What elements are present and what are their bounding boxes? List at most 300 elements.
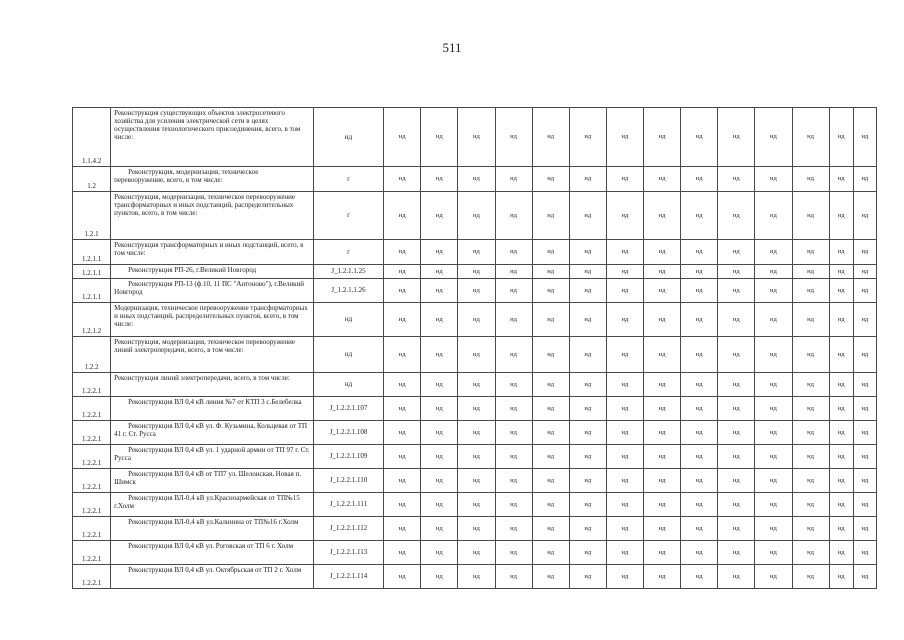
value-cell: нд — [853, 303, 876, 337]
value-cell: нд — [829, 192, 853, 240]
value-cell: нд — [792, 303, 829, 337]
value-cell: нд — [384, 493, 421, 517]
row-identifier: нд — [313, 337, 383, 373]
value-cell: нд — [755, 240, 792, 265]
value-cell: нд — [755, 192, 792, 240]
value-cell: нд — [829, 337, 853, 373]
value-cell: нд — [606, 240, 643, 265]
value-cell: нд — [829, 397, 853, 421]
value-cell: нд — [458, 541, 495, 565]
value-cell: нд — [384, 265, 421, 279]
value-cell: нд — [569, 445, 606, 469]
value-cell: нд — [829, 303, 853, 337]
value-cell: нд — [644, 265, 681, 279]
value-cell: нд — [569, 565, 606, 589]
value-cell: нд — [792, 279, 829, 303]
value-cell: нд — [755, 397, 792, 421]
value-cell: нд — [458, 421, 495, 445]
value-cell: нд — [569, 421, 606, 445]
row-name: Реконструкция ВЛ-0,4 кВ ул.Красноармейская от ТП№15 г.Холм — [111, 493, 314, 517]
value-cell: нд — [495, 373, 532, 397]
investment-program-table — [72, 107, 877, 589]
value-cell: нд — [829, 279, 853, 303]
table-row — [73, 469, 877, 493]
value-cell: нд — [644, 192, 681, 240]
value-cell: нд — [755, 469, 792, 493]
row-name: Реконструкция ВЛ 0,4 кВ ул. Роговская от ТП 6 г. Холм — [111, 541, 314, 565]
value-cell: нд — [792, 373, 829, 397]
value-cell: нд — [606, 108, 643, 167]
row-name: Реконструкция ВЛ 0,4 кВ ул. 1 ударной армии от ТП 97 г. Ст. Русса — [111, 445, 314, 469]
value-cell: нд — [644, 108, 681, 167]
value-cell: нд — [606, 167, 643, 192]
value-cell: нд — [495, 303, 532, 337]
row-identifier: нд — [313, 373, 383, 397]
value-cell: нд — [421, 303, 458, 337]
value-cell: нд — [853, 279, 876, 303]
value-cell: нд — [569, 108, 606, 167]
value-cell: нд — [384, 279, 421, 303]
value-cell: нд — [755, 517, 792, 541]
value-cell: нд — [606, 565, 643, 589]
value-cell: нд — [532, 108, 569, 167]
value-cell: нд — [458, 192, 495, 240]
value-cell: нд — [569, 240, 606, 265]
row-code: 1.2.2.1 — [73, 517, 111, 541]
value-cell: нд — [495, 565, 532, 589]
value-cell: нд — [384, 517, 421, 541]
value-cell: нд — [681, 445, 718, 469]
value-cell: нд — [421, 469, 458, 493]
value-cell: нд — [829, 167, 853, 192]
value-cell: нд — [829, 469, 853, 493]
value-cell: нд — [532, 373, 569, 397]
value-cell: нд — [755, 541, 792, 565]
row-name: Реконструкция существующих объектов электросетевого хозяйства для усиления электрической сети в целях осуществления технологического присоединения, всего, в том числе: — [111, 108, 314, 167]
value-cell: нд — [792, 565, 829, 589]
row-code: 1.2.2.1 — [73, 469, 111, 493]
value-cell: нд — [569, 167, 606, 192]
value-cell: нд — [569, 265, 606, 279]
value-cell: нд — [384, 397, 421, 421]
value-cell: нд — [606, 192, 643, 240]
value-cell: нд — [495, 279, 532, 303]
value-cell: нд — [569, 397, 606, 421]
value-cell: нд — [755, 445, 792, 469]
value-cell: нд — [495, 445, 532, 469]
value-cell: нд — [384, 469, 421, 493]
value-cell: нд — [458, 240, 495, 265]
value-cell: нд — [853, 565, 876, 589]
value-cell: нд — [644, 541, 681, 565]
row-name: Реконструкция ВЛ 0,4 кВ от ТП7 ул. Шелонская, Новая п. Шимск — [111, 469, 314, 493]
value-cell: нд — [384, 373, 421, 397]
page-number: 511 — [442, 40, 462, 55]
value-cell: нд — [384, 541, 421, 565]
value-cell: нд — [569, 192, 606, 240]
row-name: Модернизация, техническое перевооружение трансформаторных и иных подстанций, распределительных пунктов, всего, в том числе: — [111, 303, 314, 337]
value-cell: нд — [606, 265, 643, 279]
value-cell: нд — [853, 541, 876, 565]
value-cell: нд — [532, 541, 569, 565]
value-cell: нд — [681, 517, 718, 541]
value-cell: нд — [421, 279, 458, 303]
value-cell: нд — [755, 373, 792, 397]
value-cell: нд — [718, 445, 755, 469]
value-cell: нд — [569, 469, 606, 493]
value-cell: нд — [644, 421, 681, 445]
value-cell: нд — [495, 265, 532, 279]
row-identifier: J_1.2.2.1.111 — [313, 493, 383, 517]
value-cell: нд — [644, 445, 681, 469]
row-name: Реконструкция РП-13 (ф.10, 11 ПС "Антоново"), г.Великий Новгород — [111, 279, 314, 303]
value-cell: нд — [829, 565, 853, 589]
value-cell: нд — [644, 517, 681, 541]
row-identifier: J_1.2.2.1.113 — [313, 541, 383, 565]
value-cell: нд — [495, 541, 532, 565]
value-cell: нд — [532, 517, 569, 541]
row-identifier: г — [313, 192, 383, 240]
value-cell: нд — [681, 192, 718, 240]
value-cell: нд — [532, 421, 569, 445]
value-cell: нд — [829, 421, 853, 445]
value-cell: нд — [421, 397, 458, 421]
table-row — [73, 167, 877, 192]
value-cell: нд — [792, 421, 829, 445]
value-cell: нд — [681, 240, 718, 265]
table-body — [73, 108, 877, 589]
value-cell: нд — [495, 397, 532, 421]
value-cell: нд — [532, 445, 569, 469]
row-code: 1.2 — [73, 167, 111, 192]
table-row — [73, 265, 877, 279]
row-name: Реконструкция линий электропередачи, всего, в том числе: — [111, 373, 314, 397]
row-name: Реконструкция РП-26, г.Великий Новгород — [111, 265, 314, 279]
value-cell: нд — [644, 373, 681, 397]
table-row — [73, 192, 877, 240]
value-cell: нд — [644, 303, 681, 337]
value-cell: нд — [458, 565, 495, 589]
value-cell: нд — [606, 517, 643, 541]
row-name: Реконструкция, модернизация, техническое перевооружение линий электропередачи, всего, в том числе: — [111, 337, 314, 373]
value-cell: нд — [569, 303, 606, 337]
value-cell: нд — [681, 337, 718, 373]
row-identifier: J_1.2.2.1.107 — [313, 397, 383, 421]
row-code: 1.2.2.1 — [73, 397, 111, 421]
table-row — [73, 517, 877, 541]
value-cell: нд — [532, 337, 569, 373]
value-cell: нд — [681, 469, 718, 493]
value-cell: нд — [606, 421, 643, 445]
row-identifier: J_1.2.2.1.112 — [313, 517, 383, 541]
value-cell: нд — [458, 108, 495, 167]
value-cell: нд — [718, 373, 755, 397]
value-cell: нд — [853, 397, 876, 421]
value-cell: нд — [532, 167, 569, 192]
value-cell: нд — [458, 517, 495, 541]
value-cell: нд — [606, 493, 643, 517]
row-identifier: J_1.2.1.1.26 — [313, 279, 383, 303]
value-cell: нд — [532, 565, 569, 589]
value-cell: нд — [532, 240, 569, 265]
value-cell: нд — [718, 493, 755, 517]
table-row — [73, 397, 877, 421]
value-cell: нд — [495, 337, 532, 373]
value-cell: нд — [421, 445, 458, 469]
value-cell: нд — [853, 517, 876, 541]
row-identifier: J_1.2.1.1.25 — [313, 265, 383, 279]
value-cell: нд — [495, 469, 532, 493]
row-name: Реконструкция ВЛ 0,4 кВ линия №7 от КТП 3 с.Белебелка — [111, 397, 314, 421]
value-cell: нд — [495, 421, 532, 445]
row-name: Реконструкция ВЛ-0,4 кВ ул.Калинина от ТП№16 г.Холм — [111, 517, 314, 541]
value-cell: нд — [755, 303, 792, 337]
value-cell: нд — [458, 303, 495, 337]
value-cell: нд — [718, 279, 755, 303]
table-row — [73, 279, 877, 303]
value-cell: нд — [792, 445, 829, 469]
value-cell: нд — [829, 517, 853, 541]
value-cell: нд — [495, 108, 532, 167]
value-cell: нд — [458, 337, 495, 373]
value-cell: нд — [829, 265, 853, 279]
value-cell: нд — [718, 397, 755, 421]
table-row — [73, 445, 877, 469]
row-identifier: г — [313, 240, 383, 265]
value-cell: нд — [853, 421, 876, 445]
value-cell: нд — [718, 337, 755, 373]
value-cell: нд — [458, 469, 495, 493]
value-cell: нд — [792, 397, 829, 421]
value-cell: нд — [644, 565, 681, 589]
value-cell: нд — [681, 421, 718, 445]
value-cell: нд — [458, 167, 495, 192]
value-cell: нд — [853, 240, 876, 265]
value-cell: нд — [532, 192, 569, 240]
value-cell: нд — [606, 397, 643, 421]
row-identifier: нд — [313, 303, 383, 337]
value-cell: нд — [853, 469, 876, 493]
value-cell: нд — [681, 303, 718, 337]
value-cell: нд — [421, 565, 458, 589]
table-row — [73, 240, 877, 265]
value-cell: нд — [755, 279, 792, 303]
row-code: 1.2.2.1 — [73, 541, 111, 565]
row-code: 1.2.2.1 — [73, 421, 111, 445]
table-row — [73, 541, 877, 565]
row-code: 1.2.1.1 — [73, 279, 111, 303]
value-cell: нд — [718, 469, 755, 493]
value-cell: нд — [495, 240, 532, 265]
value-cell: нд — [755, 421, 792, 445]
value-cell: нд — [644, 397, 681, 421]
row-code: 1.2.1.1 — [73, 265, 111, 279]
value-cell: нд — [606, 337, 643, 373]
value-cell: нд — [421, 265, 458, 279]
value-cell: нд — [421, 421, 458, 445]
row-identifier: J_1.2.2.1.108 — [313, 421, 383, 445]
value-cell: нд — [755, 265, 792, 279]
value-cell: нд — [718, 541, 755, 565]
value-cell: нд — [458, 397, 495, 421]
value-cell: нд — [606, 541, 643, 565]
value-cell: нд — [853, 167, 876, 192]
value-cell: нд — [421, 493, 458, 517]
value-cell: нд — [384, 421, 421, 445]
row-name: Реконструкция трансформаторных и иных подстанций, всего, в том числе: — [111, 240, 314, 265]
value-cell: нд — [421, 541, 458, 565]
value-cell: нд — [495, 517, 532, 541]
value-cell: нд — [421, 517, 458, 541]
value-cell: нд — [829, 240, 853, 265]
value-cell: нд — [421, 192, 458, 240]
value-cell: нд — [569, 373, 606, 397]
value-cell: нд — [644, 493, 681, 517]
row-code: 1.2.1.1 — [73, 240, 111, 265]
value-cell: нд — [829, 373, 853, 397]
table-row — [73, 421, 877, 445]
value-cell: нд — [421, 167, 458, 192]
value-cell: нд — [792, 108, 829, 167]
value-cell: нд — [792, 541, 829, 565]
value-cell: нд — [532, 303, 569, 337]
value-cell: нд — [384, 303, 421, 337]
row-code: 1.2.2.1 — [73, 373, 111, 397]
value-cell: нд — [853, 265, 876, 279]
value-cell: нд — [644, 279, 681, 303]
row-name: Реконструкция, модернизация, техническое перевооружение, всего, в том числе: — [111, 167, 314, 192]
value-cell: нд — [421, 337, 458, 373]
value-cell: нд — [718, 565, 755, 589]
value-cell: нд — [853, 337, 876, 373]
row-name: Реконструкция ВЛ 0,4 кВ ул. Октябрьская от ТП 2 г. Холм — [111, 565, 314, 589]
value-cell: нд — [606, 279, 643, 303]
value-cell: нд — [606, 469, 643, 493]
value-cell: нд — [829, 541, 853, 565]
value-cell: нд — [384, 108, 421, 167]
value-cell: нд — [606, 303, 643, 337]
value-cell: нд — [755, 337, 792, 373]
value-cell: нд — [681, 279, 718, 303]
value-cell: нд — [532, 469, 569, 493]
value-cell: нд — [681, 541, 718, 565]
value-cell: нд — [421, 108, 458, 167]
row-identifier: J_1.2.2.1.110 — [313, 469, 383, 493]
value-cell: нд — [829, 445, 853, 469]
value-cell: нд — [853, 192, 876, 240]
value-cell: нд — [755, 108, 792, 167]
value-cell: нд — [792, 192, 829, 240]
value-cell: нд — [792, 337, 829, 373]
value-cell: нд — [853, 493, 876, 517]
row-name: Реконструкция ВЛ 0,4 кВ ул. Ф. Кузьмина, Кольцевая от ТП 41 г. Ст. Русса — [111, 421, 314, 445]
row-code: 1.2.1 — [73, 192, 111, 240]
value-cell: нд — [755, 565, 792, 589]
value-cell: нд — [495, 167, 532, 192]
value-cell: нд — [681, 373, 718, 397]
value-cell: нд — [718, 265, 755, 279]
value-cell: нд — [853, 445, 876, 469]
value-cell: нд — [458, 265, 495, 279]
row-identifier: J_1.2.2.1.109 — [313, 445, 383, 469]
value-cell: нд — [384, 337, 421, 373]
value-cell: нд — [569, 279, 606, 303]
value-cell: нд — [384, 565, 421, 589]
value-cell: нд — [421, 240, 458, 265]
value-cell: нд — [606, 445, 643, 469]
row-identifier: нд — [313, 108, 383, 167]
value-cell: нд — [569, 337, 606, 373]
value-cell: нд — [458, 445, 495, 469]
value-cell: нд — [384, 445, 421, 469]
value-cell: нд — [384, 167, 421, 192]
value-cell: нд — [458, 373, 495, 397]
value-cell: нд — [718, 303, 755, 337]
table-row — [73, 565, 877, 589]
table-row — [73, 303, 877, 337]
value-cell: нд — [718, 167, 755, 192]
value-cell: нд — [718, 108, 755, 167]
value-cell: нд — [532, 493, 569, 517]
value-cell: нд — [718, 192, 755, 240]
table-row — [73, 373, 877, 397]
value-cell: нд — [792, 240, 829, 265]
value-cell: нд — [421, 373, 458, 397]
value-cell: нд — [606, 373, 643, 397]
value-cell: нд — [681, 565, 718, 589]
table-row — [73, 337, 877, 373]
value-cell: нд — [755, 493, 792, 517]
row-code: 1.1.4.2 — [73, 108, 111, 167]
value-cell: нд — [718, 240, 755, 265]
value-cell: нд — [792, 469, 829, 493]
value-cell: нд — [681, 265, 718, 279]
value-cell: нд — [569, 517, 606, 541]
value-cell: нд — [384, 192, 421, 240]
value-cell: нд — [792, 265, 829, 279]
value-cell: нд — [458, 493, 495, 517]
row-code: 1.2.2.1 — [73, 445, 111, 469]
value-cell: нд — [792, 517, 829, 541]
value-cell: нд — [532, 265, 569, 279]
row-code: 1.2.2.1 — [73, 565, 111, 589]
value-cell: нд — [532, 397, 569, 421]
row-code: 1.2.2 — [73, 337, 111, 373]
value-cell: нд — [644, 167, 681, 192]
value-cell: нд — [495, 493, 532, 517]
row-identifier: J_1.2.2.1.114 — [313, 565, 383, 589]
row-code: 1.2.1.2 — [73, 303, 111, 337]
value-cell: нд — [681, 493, 718, 517]
value-cell: нд — [384, 240, 421, 265]
value-cell: нд — [718, 517, 755, 541]
table-row — [73, 493, 877, 517]
value-cell: нд — [755, 167, 792, 192]
value-cell: нд — [681, 108, 718, 167]
value-cell: нд — [569, 493, 606, 517]
value-cell: нд — [681, 167, 718, 192]
value-cell: нд — [829, 493, 853, 517]
row-name: Реконструкция, модернизация, техническое перевооружение трансформаторных и иных подстанций, распределительных пунктов, всего, в том числе: — [111, 192, 314, 240]
value-cell: нд — [569, 541, 606, 565]
value-cell: нд — [495, 192, 532, 240]
value-cell: нд — [853, 373, 876, 397]
table-row — [73, 108, 877, 167]
value-cell: нд — [644, 337, 681, 373]
value-cell: нд — [681, 397, 718, 421]
value-cell: нд — [792, 493, 829, 517]
value-cell: нд — [829, 108, 853, 167]
